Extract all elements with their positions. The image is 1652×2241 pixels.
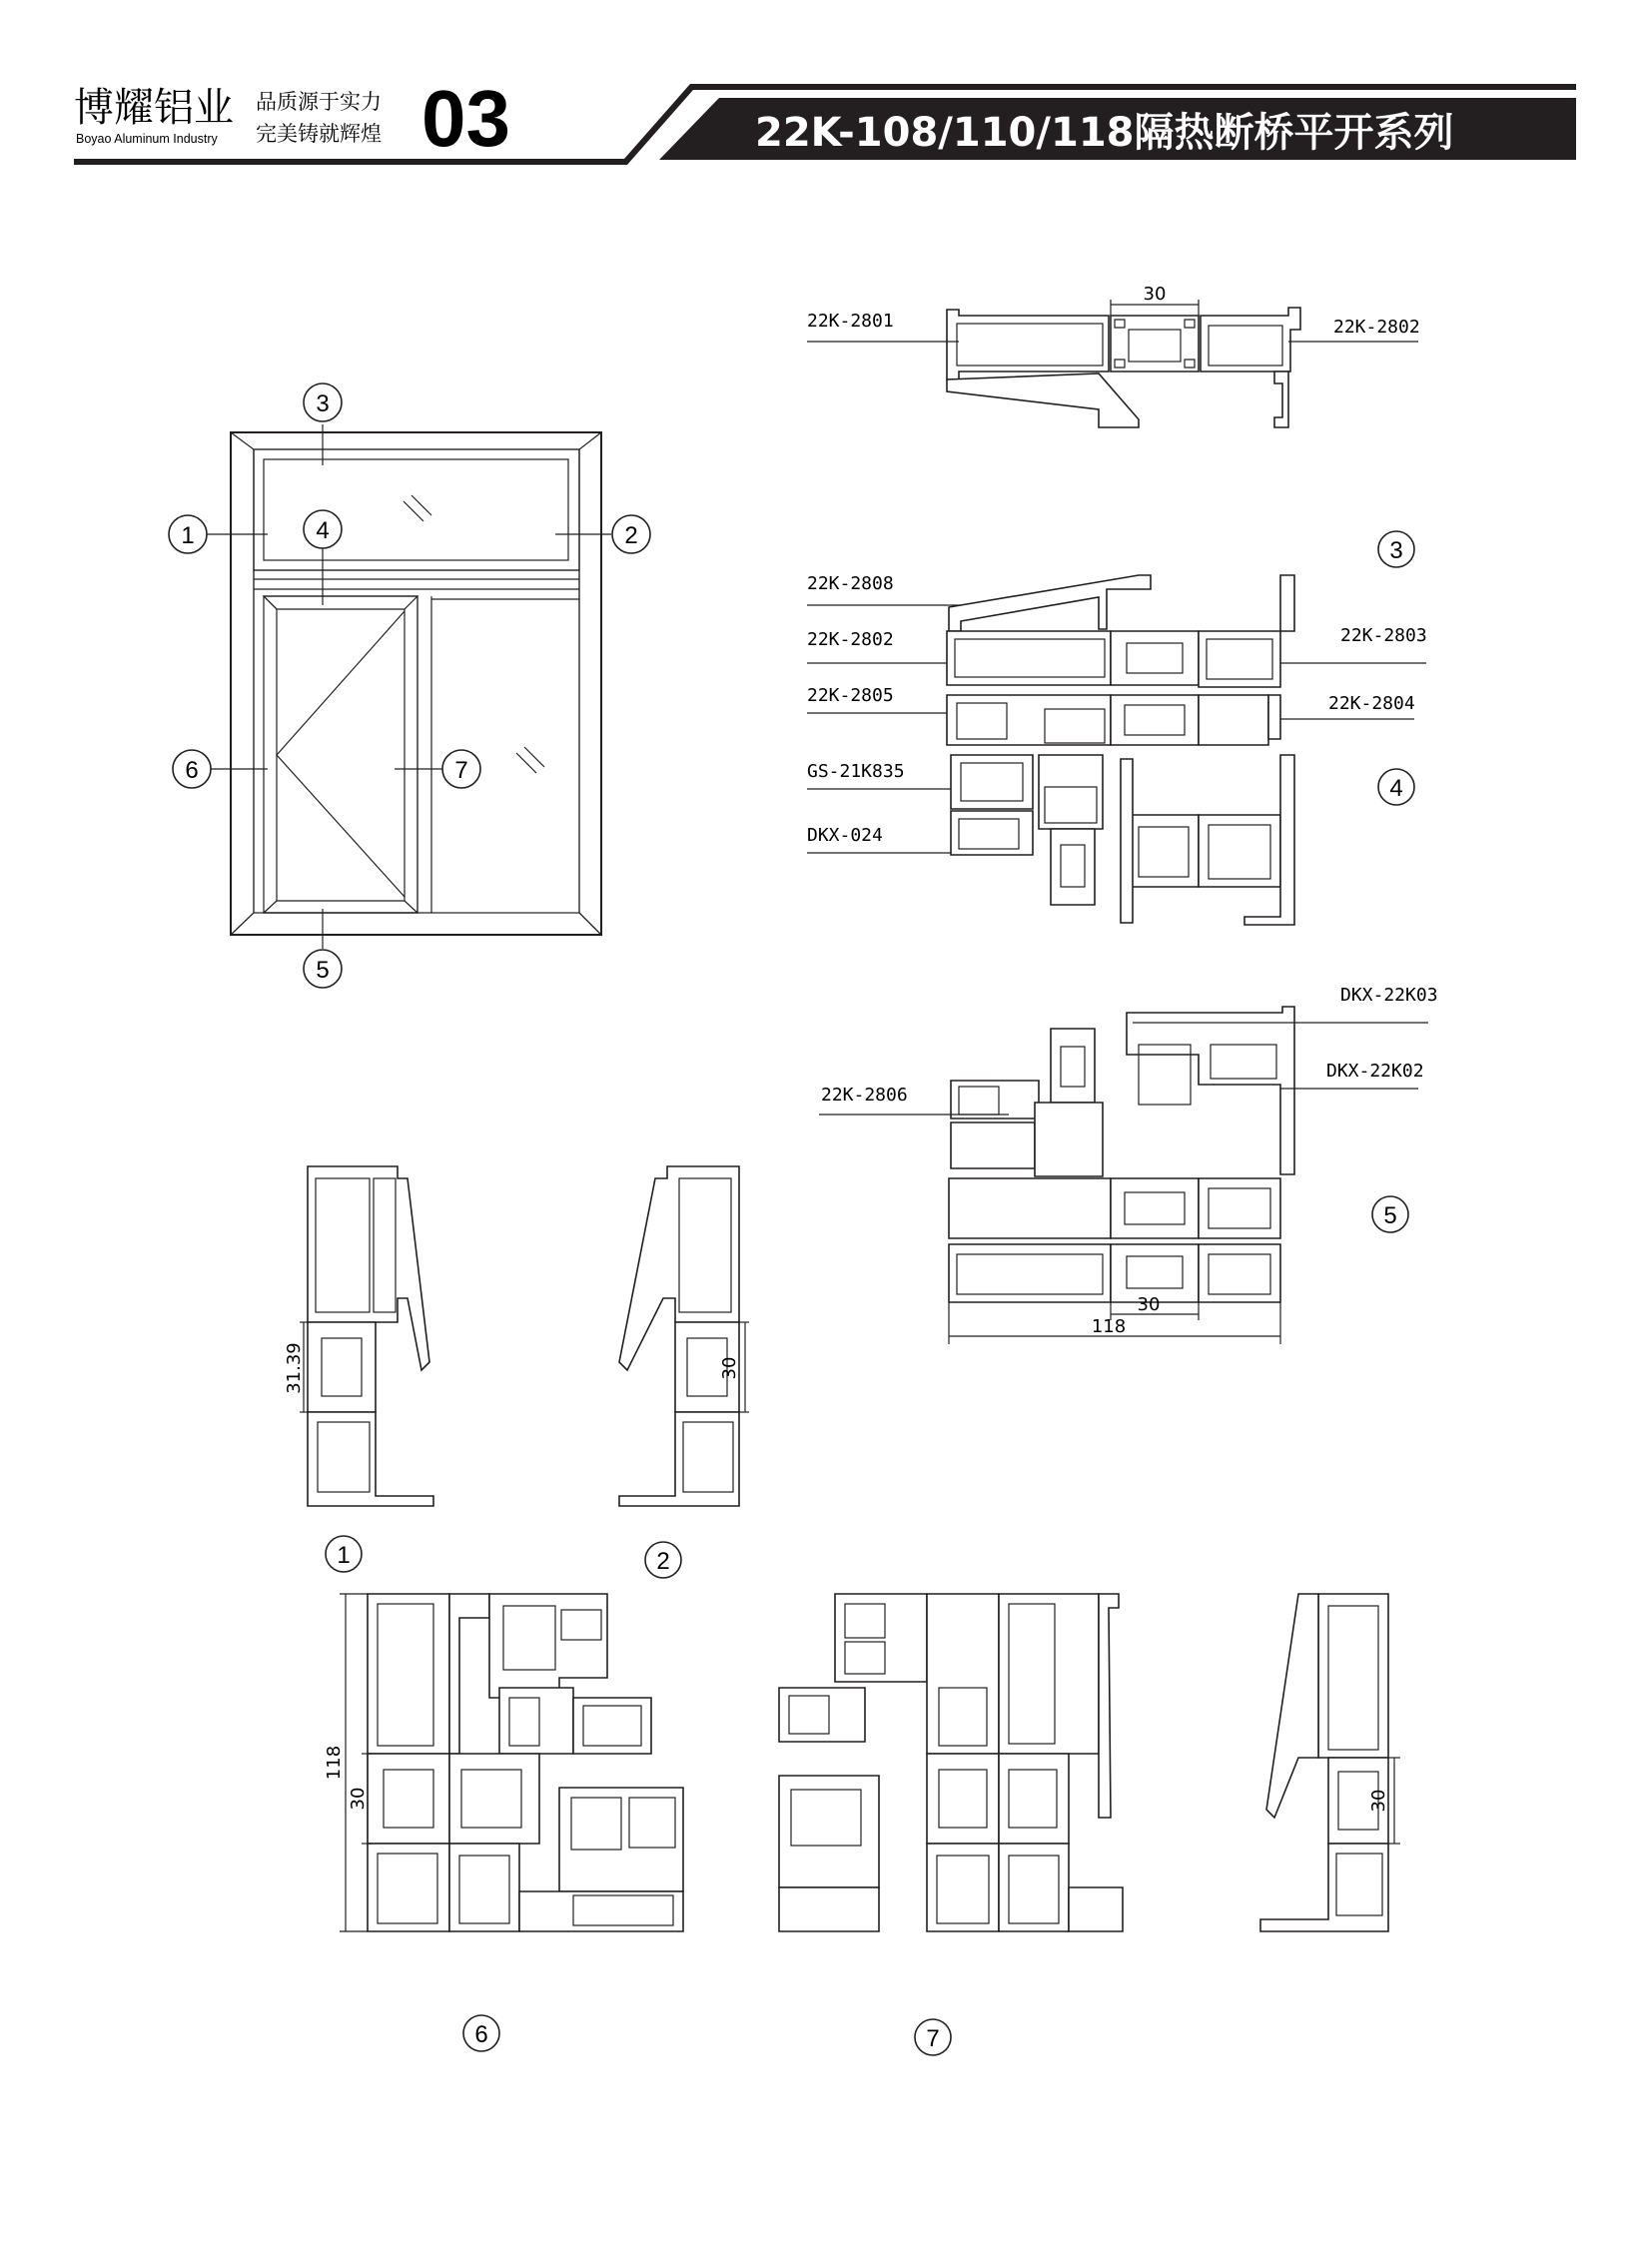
section-top-detail bbox=[807, 284, 1420, 427]
callout-6 bbox=[173, 750, 211, 788]
svg-text:3: 3 bbox=[316, 390, 330, 417]
slogan-line-1: 品质源于实力 bbox=[256, 90, 382, 114]
code-22k-2805: 22K-2805 bbox=[807, 685, 894, 706]
svg-text:4: 4 bbox=[316, 517, 330, 544]
code-22k-2806: 22K-2806 bbox=[821, 1085, 908, 1106]
svg-text:2: 2 bbox=[656, 1548, 670, 1575]
dim-30-sec6: 30 bbox=[348, 1787, 369, 1811]
dim-30-jamb-2: 30 bbox=[719, 1356, 740, 1380]
code-dkx-22k02: DKX-22K02 bbox=[1326, 1061, 1424, 1082]
callout-2-jamb bbox=[645, 1542, 681, 1578]
brand-name-cn: 博耀铝业 bbox=[74, 85, 234, 131]
section-middle-detail bbox=[807, 573, 1427, 925]
code-22k-2808: 22K-2808 bbox=[807, 573, 894, 594]
code-22k-2802-mid: 22K-2802 bbox=[807, 629, 894, 650]
code-22k-2801: 22K-2801 bbox=[807, 311, 894, 332]
series-title: 22K-108/110/118隔热断桥平开系列 bbox=[755, 110, 1454, 156]
callout-4-section bbox=[1378, 769, 1414, 805]
slogan-line-2: 完美铸就辉煌 bbox=[256, 122, 382, 146]
code-gs-21k835: GS-21K835 bbox=[807, 761, 905, 782]
page-number: 03 bbox=[421, 74, 510, 163]
callout-2 bbox=[612, 515, 650, 553]
svg-text:5: 5 bbox=[1383, 1202, 1397, 1229]
callout-5 bbox=[304, 950, 342, 988]
section-7-jamb bbox=[1260, 1594, 1400, 1931]
dim-30-top: 30 bbox=[1143, 284, 1167, 305]
brand-name-en: Boyao Aluminum Industry bbox=[76, 132, 218, 146]
callout-5-section bbox=[1372, 1196, 1408, 1232]
jamb-section-1 bbox=[284, 1166, 433, 1506]
dim-118-sec6: 118 bbox=[324, 1745, 345, 1781]
svg-text:3: 3 bbox=[1389, 537, 1403, 564]
section-sill-detail bbox=[819, 985, 1438, 1344]
callout-6-bottom bbox=[463, 2015, 499, 2051]
svg-text:6: 6 bbox=[474, 2021, 488, 2048]
callout-7 bbox=[442, 750, 480, 788]
svg-text:5: 5 bbox=[316, 957, 330, 984]
svg-text:6: 6 bbox=[185, 757, 199, 784]
page-header bbox=[74, 74, 1576, 165]
bottom-callouts bbox=[463, 2015, 951, 2055]
dim-118-sill: 118 bbox=[1091, 1316, 1127, 1337]
svg-text:7: 7 bbox=[454, 757, 468, 784]
dim-30-sec7-jamb: 30 bbox=[1368, 1789, 1389, 1813]
code-22k-2804: 22K-2804 bbox=[1328, 693, 1415, 714]
svg-text:1: 1 bbox=[181, 522, 195, 549]
section-6-detail bbox=[324, 1594, 683, 1931]
code-22k-2802-top: 22K-2802 bbox=[1333, 317, 1420, 338]
svg-text:7: 7 bbox=[926, 2025, 940, 2052]
code-dkx-024: DKX-024 bbox=[807, 825, 883, 846]
svg-text:1: 1 bbox=[337, 1542, 351, 1569]
callout-4 bbox=[304, 510, 342, 548]
svg-text:4: 4 bbox=[1389, 775, 1403, 802]
jamb-section-2 bbox=[619, 1166, 749, 1506]
code-dkx-22k03: DKX-22K03 bbox=[1340, 985, 1438, 1006]
section-7-detail bbox=[779, 1594, 1123, 1931]
elevation-callouts bbox=[169, 383, 650, 988]
callout-3-section bbox=[1378, 531, 1414, 567]
window-elevation bbox=[206, 424, 611, 949]
callout-1-jamb bbox=[326, 1536, 362, 1572]
callout-1 bbox=[169, 515, 207, 553]
dim-30-sill: 30 bbox=[1137, 1294, 1161, 1315]
callout-3 bbox=[304, 383, 342, 421]
dim-31-39: 31.39 bbox=[284, 1342, 305, 1394]
jamb-callouts bbox=[326, 1536, 681, 1578]
svg-text:2: 2 bbox=[624, 522, 638, 549]
code-22k-2803: 22K-2803 bbox=[1340, 625, 1427, 646]
callout-7-bottom bbox=[915, 2019, 951, 2055]
